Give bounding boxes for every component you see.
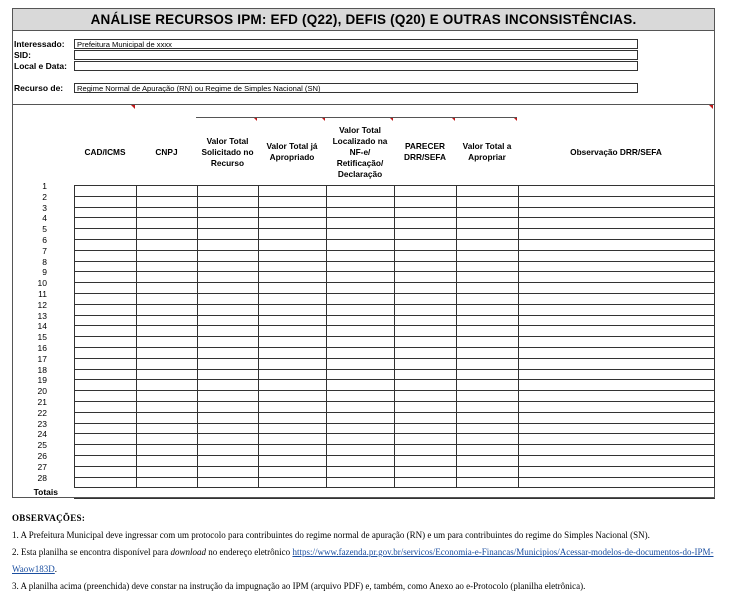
observations-title: OBSERVAÇÕES: (12, 513, 86, 523)
local-data-label: Local e Data: (14, 61, 67, 71)
row-number: 19 (37, 375, 47, 386)
grid-row-line (74, 358, 715, 359)
grid-row-line (74, 444, 715, 445)
download-link[interactable]: https://www.fazenda.pr.gov.br/servicos/Economia-e-Financas/Municipios/Acessar-modelos-de-documentos-do-IPM-Waow183D (12, 547, 714, 574)
row-number: 25 (37, 440, 47, 451)
grid-row-line (74, 498, 715, 499)
grid-row-line (74, 369, 715, 370)
col-header-parecer: PARECER DRR/SEFA (404, 141, 446, 162)
note-2-end: . (54, 564, 58, 574)
row-number: 28 (37, 472, 47, 483)
col-header-apropriado: Valor Total já Apropriado (266, 141, 318, 162)
grid-row-line (74, 239, 715, 240)
sid-label: SID: (14, 50, 31, 60)
spreadsheet-form (12, 8, 715, 498)
observations-section (12, 510, 728, 595)
col-header-solicitado: Valor Total Solicitado no Recurso (201, 135, 254, 168)
row-number: 20 (37, 386, 47, 397)
col-header-localizado: Valor Total Localizado na NF-e/ Retificação/ Declaração (332, 124, 388, 179)
grid-row-line (74, 304, 715, 305)
grid-row-line (74, 347, 715, 348)
row-number: 12 (37, 299, 47, 310)
col-header-cad-icms: CAD/ICMS (84, 146, 126, 157)
sid-field[interactable] (74, 50, 638, 60)
row-number: 3 (42, 202, 47, 213)
header-divider (13, 104, 714, 105)
grid-row-line (74, 185, 715, 186)
note-1: 1. A Prefeitura Municipal deve ingressar com um protocolo para contribuintes do regime normal de apuração (RN) e um para contribuintes do regime do Simples Nacional (SN). (12, 530, 650, 540)
grid-row-line (74, 325, 715, 326)
row-number: 6 (42, 235, 47, 245)
note-2-text: 2. Esta planilha se encontra disponível para (12, 547, 171, 557)
row-number: 5 (42, 224, 47, 235)
row-number: 22 (37, 407, 47, 418)
row-number: 10 (37, 278, 47, 289)
grid-row-line (74, 250, 715, 251)
note-2-text-mid: no endereço eletrônico (205, 547, 293, 557)
grid-row-line (74, 217, 715, 218)
row-number: 7 (42, 245, 47, 256)
grid-row-line (74, 379, 715, 380)
grid-row-line (74, 455, 715, 456)
note-2-italic: download (170, 547, 206, 557)
row-number: 26 (37, 451, 47, 461)
row-number: 8 (42, 256, 47, 267)
row-number: 23 (37, 418, 47, 429)
grid-row-line (74, 228, 715, 229)
row-number: 18 (37, 364, 47, 375)
grid-row-line (74, 477, 715, 478)
row-number: 15 (37, 332, 47, 343)
grid-row-line (74, 336, 715, 337)
grid-row-line (74, 261, 715, 262)
grid-row-line (74, 487, 715, 488)
data-grid[interactable] (74, 185, 715, 488)
row-number: 11 (38, 289, 47, 299)
row-number: 13 (37, 310, 47, 321)
local-data-field[interactable] (74, 61, 638, 71)
grid-row-line (74, 282, 715, 283)
grid-row-line (74, 271, 715, 272)
row-number: 2 (42, 191, 47, 202)
interessado-label: Interessado: (14, 39, 65, 49)
grid-row-line (74, 466, 715, 467)
row-number: 9 (42, 267, 47, 278)
grid-row-line (74, 412, 715, 413)
value-group-line (196, 117, 517, 118)
comment-marker (131, 105, 135, 109)
grid-row-line (74, 390, 715, 391)
grid-row-line (74, 401, 715, 402)
interessado-field[interactable]: Prefeitura Municipal de xxxx (74, 39, 638, 49)
grid-row-line (74, 433, 715, 434)
totals-label: Totais (33, 487, 58, 497)
row-number: 21 (37, 397, 47, 407)
col-header-observacao: Observação DRR/SEFA (570, 146, 662, 157)
recurso-label: Recurso de: (14, 83, 64, 93)
note-3: 3. A planilha acima (preenchida) deve constar na instrução da impugnação ao IPM (arquivo PDF) e, também, como Anexo ao e-Protocolo (planilha eletrônica). (12, 581, 586, 591)
grid-row-line (74, 196, 715, 197)
recurso-field[interactable]: Regime Normal de Apuração (RN) ou Regime de Simples Nacional (SN) (74, 83, 638, 93)
col-header-cnpj: CNPJ (155, 146, 178, 157)
grid-row-line (74, 423, 715, 424)
grid-row-line (74, 293, 715, 294)
row-number: 14 (37, 321, 47, 332)
row-number: 4 (42, 213, 47, 224)
note-2 (12, 544, 728, 578)
row-number: 16 (37, 343, 47, 353)
sheet-title: ANÁLISE RECURSOS IPM: EFD (Q22), DEFIS (Q20) E OUTRAS INCONSISTÊNCIAS. (13, 9, 714, 31)
col-header-apropriar: Valor Total a Apropriar (462, 141, 512, 162)
comment-marker (709, 105, 713, 109)
row-number: 27 (37, 461, 47, 472)
row-number: 24 (37, 429, 47, 440)
grid-row-line (74, 207, 715, 208)
grid-row-line (74, 315, 715, 316)
row-number: 1 (42, 181, 47, 191)
row-number: 17 (37, 353, 47, 364)
